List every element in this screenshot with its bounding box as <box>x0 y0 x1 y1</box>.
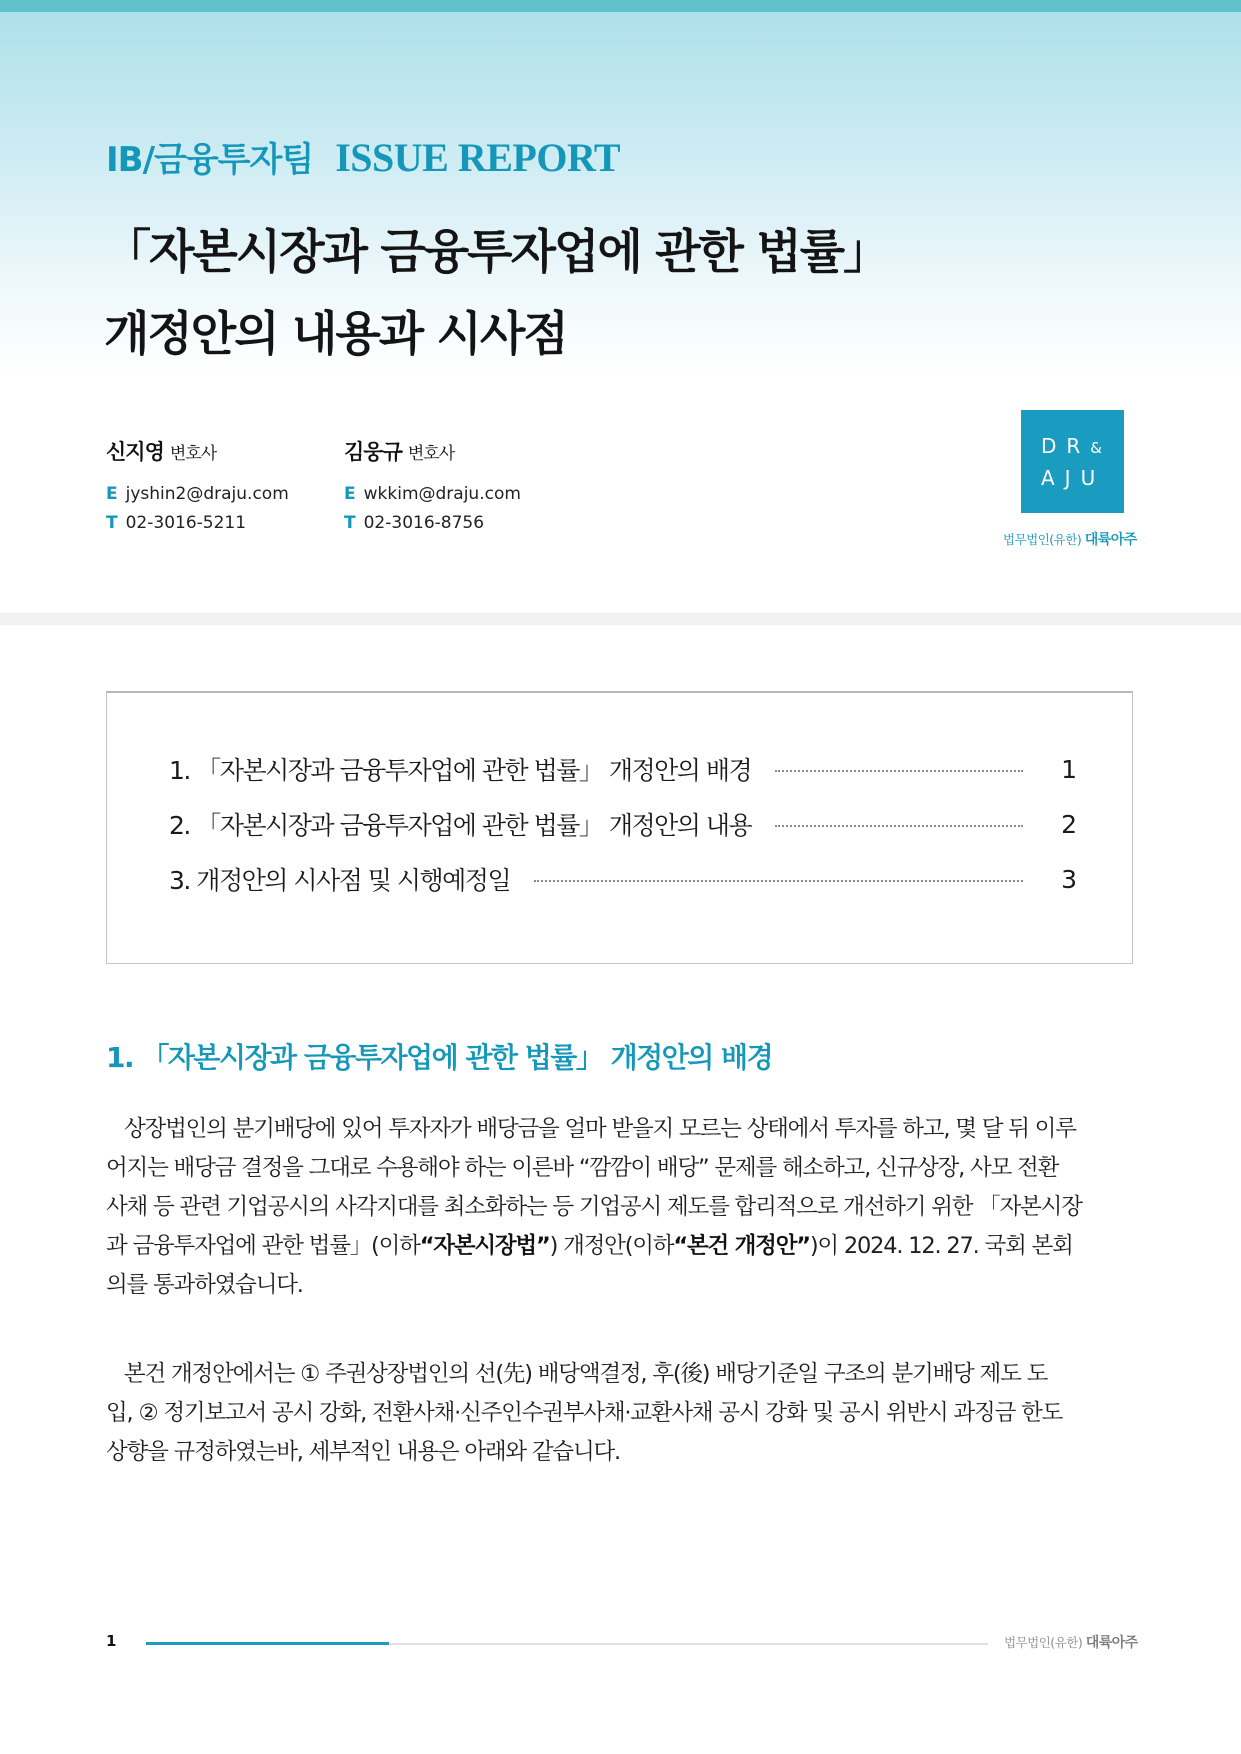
firm-prefix: 법무법인(유한) <box>1003 532 1082 547</box>
top-accent-stripe <box>0 0 1241 12</box>
toc-leader-dots <box>775 825 1023 827</box>
authors-block <box>106 436 582 538</box>
text-line: 사채 등 관련 기업공시의 사각지대를 최소화하는 등 기업공시 제도를 합리적으로 개선하기 위한 「자본시장 <box>106 1194 1082 1220</box>
firm-name <box>1003 529 1137 549</box>
page-footer <box>0 1630 1241 1660</box>
phone-value: 02-3016-8756 <box>363 513 485 533</box>
page-number: 1 <box>106 1632 117 1650</box>
toc-item-label: 3. 개정안의 시사점 및 시행예정일 <box>169 866 511 895</box>
toc-item-label: 1. 「자본시장과 금융투자업에 관한 법률」 개정안의 배경 <box>169 756 752 785</box>
author-card <box>344 436 582 538</box>
toc-page-number: 1 <box>1061 754 1077 784</box>
footer-progress-bar <box>146 1642 389 1645</box>
toc-item[interactable] <box>169 804 1077 844</box>
author-email[interactable] <box>344 480 582 509</box>
body-paragraph-2 <box>106 1355 1136 1472</box>
toc-item[interactable] <box>169 859 1077 899</box>
section-heading: 1. 「자본시장과 금융투자업에 관한 법률」 개정안의 배경 <box>106 1041 773 1074</box>
body-paragraph-1 <box>106 1110 1136 1305</box>
text-line: 어지는 배당금 결정을 그대로 수용해야 하는 이른바 “깜깜이 배당” 문제를 해소하고, 신규상장, 사모 전환 <box>106 1155 1059 1181</box>
report-kicker <box>106 132 620 182</box>
logo-ampersand: & <box>1090 439 1112 457</box>
email-label: E <box>344 484 356 504</box>
title-line-2: 개정안의 내용과 시사점 <box>104 307 567 362</box>
phone-value: 02-3016-5211 <box>125 513 247 533</box>
toc-item-label: 2. 「자본시장과 금융투자업에 관한 법률」 개정안의 내용 <box>169 811 752 840</box>
toc-item[interactable] <box>169 749 1077 789</box>
footer-firm-name: 법무법인(유한) 대륙아주 <box>1004 1635 1138 1651</box>
toc-leader-dots <box>534 880 1023 882</box>
author-role: 변호사 <box>169 444 217 464</box>
text-line: 상장법인의 분기배당에 있어 투자자가 배당금을 얼마 받을지 모르는 상태에서 투자를 하고, 몇 달 뒤 이루 <box>124 1116 1076 1142</box>
document-title <box>104 212 1104 376</box>
firm-logo <box>1021 410 1124 513</box>
toc-page-number: 3 <box>1061 864 1077 894</box>
defined-term-capital-markets-act: “자본시장법” <box>419 1233 550 1259</box>
phone-label: T <box>106 513 118 533</box>
text-line: 입, ② 정기보고서 공시 강화, 전환사채·신주인수권부사채·교환사채 공시 강화 및 공시 위반시 과징금 한도 <box>106 1400 1063 1426</box>
email-value[interactable]: jyshin2@draju.com <box>125 484 289 504</box>
author-name: 신지영 <box>106 440 164 464</box>
table-of-contents <box>106 691 1133 964</box>
author-name: 김웅규 <box>344 440 402 464</box>
logo-row-1: DR& <box>1041 434 1112 458</box>
firm-brand: 대륙아주 <box>1084 532 1137 548</box>
text-line: 과 금융투자업에 관한 법률」(이하 “자본시장법” ) 개정안(이하 “본건 개정안” )이 2024. 12. 27. 국회 본회 <box>106 1227 1136 1266</box>
author-phone <box>106 509 344 538</box>
team-name: IB/금융투자팀 <box>106 140 314 180</box>
email-label: E <box>106 484 118 504</box>
report-type-label: ISSUE REPORT <box>335 135 621 180</box>
text-line: 상향을 규정하였는바, 세부적인 내용은 아래와 같습니다. <box>106 1439 620 1465</box>
author-role: 변호사 <box>407 444 455 464</box>
toc-leader-dots <box>775 770 1023 772</box>
author-card <box>106 436 344 538</box>
section-divider-band <box>0 613 1241 625</box>
title-line-1: 「자본시장과 금융투자업에 관한 법률」 <box>104 225 889 280</box>
toc-page-number: 2 <box>1061 809 1077 839</box>
email-value[interactable]: wkkim@draju.com <box>363 484 521 504</box>
text-line: 의를 통과하였습니다. <box>106 1272 303 1298</box>
logo-row-2: AJU <box>1041 466 1106 490</box>
text-line: 본건 개정안에서는 ① 주권상장법인의 선(先) 배당액결정, 후(後) 배당기준일 구조의 분기배당 제도 도 <box>124 1361 1048 1387</box>
defined-term-amendment: “본건 개정안” <box>673 1233 810 1259</box>
author-phone <box>344 509 582 538</box>
author-email[interactable] <box>106 480 344 509</box>
phone-label: T <box>344 513 356 533</box>
